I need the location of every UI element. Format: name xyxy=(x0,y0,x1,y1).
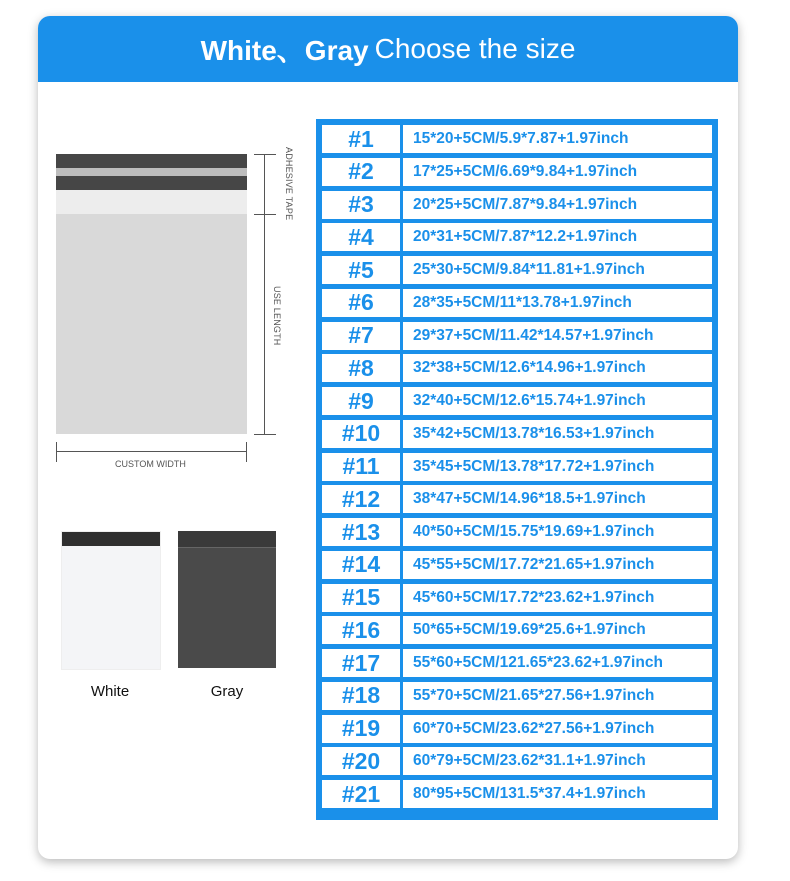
size-number: #5 xyxy=(322,256,403,284)
size-number: #19 xyxy=(322,715,403,743)
size-spec: 32*40+5CM/12.6*15.74+1.97inch xyxy=(413,392,646,409)
size-number: #20 xyxy=(322,747,403,775)
size-row xyxy=(322,322,712,350)
size-spec: 80*95+5CM/131.5*37.4+1.97inch xyxy=(413,785,646,802)
size-number: #2 xyxy=(322,158,403,186)
size-number: #10 xyxy=(322,420,403,448)
size-number: #11 xyxy=(322,453,403,481)
dimension-tick xyxy=(246,442,247,462)
size-row xyxy=(322,649,712,677)
size-spec: 45*55+5CM/17.72*21.65+1.97inch xyxy=(413,555,655,573)
size-row xyxy=(322,158,712,186)
size-table xyxy=(316,119,718,820)
size-spec: 17*25+5CM/6.69*9.84+1.97inch xyxy=(413,162,638,180)
size-row xyxy=(322,584,712,612)
size-spec: 55*70+5CM/21.65*27.56+1.97inch xyxy=(413,686,655,704)
size-number: #3 xyxy=(322,191,403,219)
bag-diagram xyxy=(38,16,338,496)
size-number: #7 xyxy=(322,322,403,350)
tape-stripe-dark xyxy=(56,154,247,168)
size-number: #8 xyxy=(322,354,403,382)
size-row xyxy=(322,682,712,710)
dimension-tick xyxy=(56,442,57,462)
gray-bag-sample xyxy=(178,531,276,668)
size-row xyxy=(322,518,712,546)
size-spec: 28*35+5CM/11*13.78+1.97inch xyxy=(413,293,632,311)
size-spec: 25*30+5CM/9.84*11.81+1.97inch xyxy=(413,261,645,278)
white-label: White xyxy=(90,683,130,700)
tape-stripe-dark xyxy=(56,176,247,190)
size-number: #16 xyxy=(322,616,403,644)
size-row xyxy=(322,387,712,415)
size-row xyxy=(322,256,712,284)
size-spec: 29*37+5CM/11.42*14.57+1.97inch xyxy=(413,326,654,344)
size-number: #14 xyxy=(322,551,403,579)
white-bag-sample xyxy=(61,531,161,670)
size-row xyxy=(322,223,712,251)
size-spec: 38*47+5CM/14.96*18.5+1.97inch xyxy=(413,490,646,508)
size-row xyxy=(322,780,712,808)
size-row xyxy=(322,453,712,481)
size-spec: 20*31+5CM/7.87*12.2+1.97inch xyxy=(413,228,638,246)
dimension-line xyxy=(56,451,247,452)
custom-width-label: CUSTOM WIDTH xyxy=(115,459,186,469)
size-spec: 35*42+5CM/13.78*16.53+1.97inch xyxy=(413,424,655,442)
size-row xyxy=(322,420,712,448)
adhesive-tape-label: ADHESIVE TAPE xyxy=(284,147,294,221)
size-row xyxy=(322,747,712,775)
title-light: Choose the size xyxy=(374,33,576,64)
size-row xyxy=(322,485,712,513)
size-number: #18 xyxy=(322,682,403,710)
use-length-label: USE LENGTH xyxy=(272,286,282,346)
size-row xyxy=(322,354,712,382)
size-spec: 60*79+5CM/23.62*31.1+1.97inch xyxy=(413,752,646,770)
size-number: #9 xyxy=(322,387,403,415)
gray-label: Gray xyxy=(210,683,244,700)
size-row xyxy=(322,289,712,317)
title-bold: White、Gray xyxy=(200,35,369,66)
size-row xyxy=(322,551,712,579)
dimension-tick xyxy=(254,434,276,435)
size-number: #15 xyxy=(322,584,403,612)
tape-stripe-light xyxy=(56,168,247,176)
size-spec: 15*20+5CM/5.9*7.87+1.97inch xyxy=(413,130,629,147)
size-row xyxy=(322,191,712,219)
size-spec: 50*65+5CM/19.69*25.6+1.97inch xyxy=(413,621,646,639)
size-number: #17 xyxy=(322,649,403,677)
size-row xyxy=(322,616,712,644)
size-number: #21 xyxy=(322,780,403,808)
size-number: #4 xyxy=(322,223,403,251)
size-spec: 55*60+5CM/121.65*23.62+1.97inch xyxy=(413,654,663,671)
size-spec: 60*70+5CM/23.62*27.56+1.97inch xyxy=(413,719,655,737)
size-chart-card xyxy=(38,16,738,859)
size-row xyxy=(322,125,712,153)
size-spec: 20*25+5CM/7.87*9.84+1.97inch xyxy=(413,195,638,213)
adhesive-band xyxy=(56,190,247,214)
size-row xyxy=(322,715,712,743)
size-number: #6 xyxy=(322,289,403,317)
size-number: #12 xyxy=(322,485,403,513)
size-spec: 32*38+5CM/12.6*14.96+1.97inch xyxy=(413,359,646,377)
size-spec: 40*50+5CM/15.75*19.69+1.97inch xyxy=(413,523,655,540)
dimension-tick xyxy=(254,154,276,155)
size-number: #1 xyxy=(322,125,403,153)
dimension-line xyxy=(264,154,265,434)
dimension-tick xyxy=(254,214,276,215)
size-spec: 35*45+5CM/13.78*17.72+1.97inch xyxy=(413,457,655,475)
size-spec: 45*60+5CM/17.72*23.62+1.97inch xyxy=(413,588,655,606)
size-number: #13 xyxy=(322,518,403,546)
